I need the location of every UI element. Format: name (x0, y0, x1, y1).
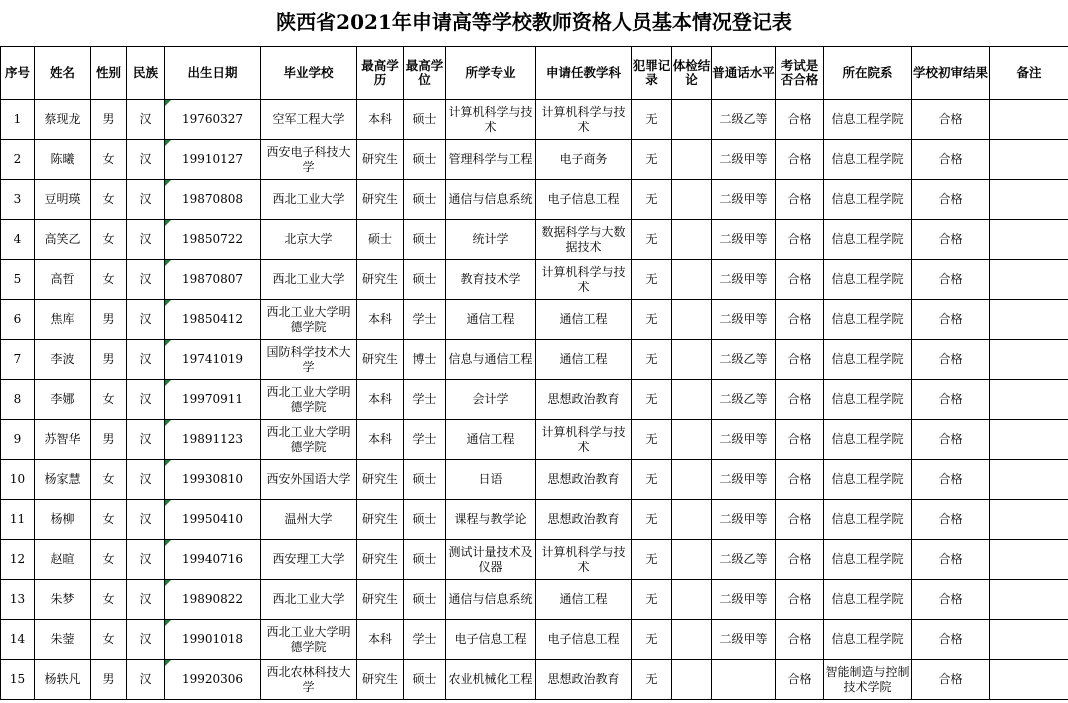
cell-mandarin-level: 二级甲等 (712, 620, 776, 660)
cell-name: 朱蓥 (35, 620, 91, 660)
cell-remarks (990, 140, 1068, 180)
cell-criminal-record: 无 (632, 380, 672, 420)
table-row (1, 300, 1068, 340)
cell-criminal-record: 无 (632, 180, 672, 220)
cell-ethnicity: 汉 (127, 500, 165, 540)
cell-degree: 学士 (404, 380, 446, 420)
cell-ethnicity: 汉 (127, 220, 165, 260)
cell-birthdate: 19741019 (165, 340, 261, 380)
cell-remarks (990, 460, 1068, 500)
cell-major: 电子信息工程 (446, 620, 536, 660)
cell-degree: 博士 (404, 340, 446, 380)
col-header-ethnicity: 民族 (127, 47, 165, 100)
cell-remarks (990, 340, 1068, 380)
cell-gender: 女 (91, 260, 127, 300)
col-header-index: 序号 (1, 47, 35, 100)
cell-health-check (672, 540, 712, 580)
cell-name: 蔡现龙 (35, 100, 91, 140)
cell-health-check (672, 180, 712, 220)
cell-department: 信息工程学院 (824, 340, 912, 380)
cell-mandarin-level: 二级乙等 (712, 340, 776, 380)
cell-health-check (672, 100, 712, 140)
cell-criminal-record: 无 (632, 140, 672, 180)
table-row (1, 100, 1068, 140)
cell-birthdate: 19910127 (165, 140, 261, 180)
table-row (1, 140, 1068, 180)
cell-review-result: 合格 (912, 260, 990, 300)
cell-review-result: 合格 (912, 660, 990, 700)
cell-birthdate: 19850722 (165, 220, 261, 260)
cell-exam-result: 合格 (776, 540, 824, 580)
cell-health-check (672, 660, 712, 700)
cell-subject: 思想政治教育 (536, 500, 632, 540)
table-row (1, 620, 1068, 660)
cell-mandarin-level: 二级甲等 (712, 300, 776, 340)
cell-major: 教育技术学 (446, 260, 536, 300)
cell-mandarin-level (712, 660, 776, 700)
cell-gender: 女 (91, 220, 127, 260)
cell-remarks (990, 620, 1068, 660)
cell-exam-result: 合格 (776, 660, 824, 700)
cell-name: 苏智华 (35, 420, 91, 460)
cell-birthdate: 19850412 (165, 300, 261, 340)
table-row (1, 460, 1068, 500)
cell-education: 研究生 (357, 180, 404, 220)
cell-review-result: 合格 (912, 420, 990, 460)
cell-review-result: 合格 (912, 620, 990, 660)
cell-education: 研究生 (357, 540, 404, 580)
cell-remarks (990, 300, 1068, 340)
cell-subject: 电子信息工程 (536, 180, 632, 220)
cell-health-check (672, 380, 712, 420)
cell-birthdate: 19940716 (165, 540, 261, 580)
cell-school: 西安外国语大学 (261, 460, 357, 500)
cell-major: 测试计量技术及仪器 (446, 540, 536, 580)
cell-health-check (672, 620, 712, 660)
col-header-degree: 最高学位 (404, 47, 446, 100)
cell-health-check (672, 220, 712, 260)
cell-school: 西北工业大学明德学院 (261, 420, 357, 460)
cell-degree: 硕士 (404, 580, 446, 620)
cell-department: 信息工程学院 (824, 540, 912, 580)
cell-exam-result: 合格 (776, 180, 824, 220)
table-row (1, 180, 1068, 220)
cell-subject: 数据科学与大数据技术 (536, 220, 632, 260)
cell-criminal-record: 无 (632, 220, 672, 260)
cell-department: 信息工程学院 (824, 460, 912, 500)
cell-review-result: 合格 (912, 380, 990, 420)
cell-school: 温州大学 (261, 500, 357, 540)
cell-index: 12 (1, 540, 35, 580)
col-header-department: 所在院系 (824, 47, 912, 100)
cell-school: 西安电子科技大学 (261, 140, 357, 180)
cell-gender: 男 (91, 420, 127, 460)
cell-department: 信息工程学院 (824, 260, 912, 300)
cell-name: 豆明瑛 (35, 180, 91, 220)
cell-birthdate: 19891123 (165, 420, 261, 460)
cell-subject: 通信工程 (536, 300, 632, 340)
table-row (1, 220, 1068, 260)
cell-major: 日语 (446, 460, 536, 500)
col-header-health-check: 体检结论 (672, 47, 712, 100)
cell-name: 杨家慧 (35, 460, 91, 500)
cell-exam-result: 合格 (776, 220, 824, 260)
cell-subject: 通信工程 (536, 580, 632, 620)
cell-gender: 女 (91, 580, 127, 620)
cell-ethnicity: 汉 (127, 540, 165, 580)
cell-major: 通信工程 (446, 420, 536, 460)
cell-remarks (990, 180, 1068, 220)
cell-criminal-record: 无 (632, 580, 672, 620)
cell-education: 研究生 (357, 340, 404, 380)
cell-remarks (990, 100, 1068, 140)
cell-school: 西安理工大学 (261, 540, 357, 580)
cell-birthdate: 19970911 (165, 380, 261, 420)
table-body (1, 100, 1068, 700)
cell-subject: 计算机科学与技术 (536, 260, 632, 300)
cell-remarks (990, 420, 1068, 460)
cell-exam-result: 合格 (776, 300, 824, 340)
cell-department: 信息工程学院 (824, 580, 912, 620)
cell-gender: 男 (91, 300, 127, 340)
cell-name: 李娜 (35, 380, 91, 420)
cell-review-result: 合格 (912, 220, 990, 260)
cell-criminal-record: 无 (632, 260, 672, 300)
cell-major: 信息与通信工程 (446, 340, 536, 380)
cell-department: 信息工程学院 (824, 380, 912, 420)
registration-table (0, 46, 1068, 700)
col-header-name: 姓名 (35, 47, 91, 100)
cell-gender: 女 (91, 460, 127, 500)
cell-index: 8 (1, 380, 35, 420)
cell-gender: 女 (91, 540, 127, 580)
cell-degree: 硕士 (404, 180, 446, 220)
cell-major: 管理科学与工程 (446, 140, 536, 180)
cell-education: 本科 (357, 380, 404, 420)
col-header-gender: 性别 (91, 47, 127, 100)
cell-ethnicity: 汉 (127, 180, 165, 220)
table-row (1, 260, 1068, 300)
cell-subject: 思想政治教育 (536, 460, 632, 500)
cell-department: 信息工程学院 (824, 500, 912, 540)
cell-criminal-record: 无 (632, 100, 672, 140)
cell-ethnicity: 汉 (127, 420, 165, 460)
cell-education: 本科 (357, 300, 404, 340)
cell-index: 14 (1, 620, 35, 660)
cell-review-result: 合格 (912, 580, 990, 620)
cell-index: 7 (1, 340, 35, 380)
cell-department: 信息工程学院 (824, 300, 912, 340)
cell-gender: 女 (91, 180, 127, 220)
cell-degree: 硕士 (404, 220, 446, 260)
cell-exam-result: 合格 (776, 420, 824, 460)
cell-ethnicity: 汉 (127, 260, 165, 300)
cell-school: 西北工业大学 (261, 260, 357, 300)
cell-department: 信息工程学院 (824, 420, 912, 460)
cell-index: 6 (1, 300, 35, 340)
cell-education: 本科 (357, 100, 404, 140)
cell-department: 信息工程学院 (824, 220, 912, 260)
cell-major: 统计学 (446, 220, 536, 260)
cell-education: 研究生 (357, 140, 404, 180)
cell-subject: 计算机科学与技术 (536, 100, 632, 140)
col-header-exam-result: 考试是否合格 (776, 47, 824, 100)
cell-department: 信息工程学院 (824, 100, 912, 140)
cell-criminal-record: 无 (632, 340, 672, 380)
cell-index: 2 (1, 140, 35, 180)
cell-name: 高笑乙 (35, 220, 91, 260)
cell-index: 15 (1, 660, 35, 700)
cell-department: 智能制造与控制技术学院 (824, 660, 912, 700)
cell-exam-result: 合格 (776, 380, 824, 420)
cell-education: 硕士 (357, 220, 404, 260)
cell-ethnicity: 汉 (127, 580, 165, 620)
cell-remarks (990, 660, 1068, 700)
cell-subject: 电子信息工程 (536, 620, 632, 660)
cell-name: 陈曦 (35, 140, 91, 180)
cell-health-check (672, 580, 712, 620)
cell-degree: 学士 (404, 420, 446, 460)
cell-review-result: 合格 (912, 500, 990, 540)
cell-criminal-record: 无 (632, 620, 672, 660)
page-title: 陕西省2021年申请高等学校教师资格人员基本情况登记表 (276, 10, 792, 34)
col-header-subject: 申请任教学科 (536, 47, 632, 100)
cell-birthdate: 19870808 (165, 180, 261, 220)
cell-school: 西北工业大学明德学院 (261, 620, 357, 660)
cell-major: 通信与信息系统 (446, 580, 536, 620)
cell-criminal-record: 无 (632, 420, 672, 460)
cell-ethnicity: 汉 (127, 140, 165, 180)
cell-mandarin-level: 二级甲等 (712, 140, 776, 180)
cell-department: 信息工程学院 (824, 620, 912, 660)
cell-ethnicity: 汉 (127, 380, 165, 420)
cell-school: 国防科学技术大学 (261, 340, 357, 380)
col-header-review-result: 学校初审结果 (912, 47, 990, 100)
cell-school: 西北工业大学 (261, 180, 357, 220)
cell-subject: 思想政治教育 (536, 660, 632, 700)
cell-index: 4 (1, 220, 35, 260)
cell-criminal-record: 无 (632, 540, 672, 580)
cell-gender: 女 (91, 140, 127, 180)
col-header-criminal-record: 犯罪记录 (632, 47, 672, 100)
cell-health-check (672, 420, 712, 460)
cell-criminal-record: 无 (632, 460, 672, 500)
cell-degree: 硕士 (404, 540, 446, 580)
cell-gender: 女 (91, 380, 127, 420)
cell-name: 杨轶凡 (35, 660, 91, 700)
cell-review-result: 合格 (912, 140, 990, 180)
cell-mandarin-level: 二级乙等 (712, 380, 776, 420)
cell-gender: 女 (91, 500, 127, 540)
cell-review-result: 合格 (912, 100, 990, 140)
cell-degree: 学士 (404, 620, 446, 660)
cell-review-result: 合格 (912, 460, 990, 500)
cell-mandarin-level: 二级甲等 (712, 420, 776, 460)
cell-name: 高哲 (35, 260, 91, 300)
table-row (1, 380, 1068, 420)
cell-birthdate: 19870807 (165, 260, 261, 300)
cell-mandarin-level: 二级乙等 (712, 100, 776, 140)
cell-remarks (990, 500, 1068, 540)
cell-education: 研究生 (357, 660, 404, 700)
cell-index: 11 (1, 500, 35, 540)
cell-department: 信息工程学院 (824, 140, 912, 180)
cell-remarks (990, 540, 1068, 580)
cell-health-check (672, 340, 712, 380)
cell-index: 13 (1, 580, 35, 620)
header-row (1, 47, 1068, 100)
cell-major: 计算机科学与技术 (446, 100, 536, 140)
cell-review-result: 合格 (912, 300, 990, 340)
cell-major: 通信工程 (446, 300, 536, 340)
cell-mandarin-level: 二级甲等 (712, 460, 776, 500)
cell-degree: 硕士 (404, 460, 446, 500)
cell-degree: 硕士 (404, 660, 446, 700)
col-header-mandarin-level: 普通话水平 (712, 47, 776, 100)
cell-remarks (990, 260, 1068, 300)
cell-health-check (672, 300, 712, 340)
cell-index: 5 (1, 260, 35, 300)
cell-criminal-record: 无 (632, 500, 672, 540)
cell-subject: 计算机科学与技术 (536, 420, 632, 460)
cell-subject: 思想政治教育 (536, 380, 632, 420)
cell-degree: 硕士 (404, 260, 446, 300)
cell-degree: 学士 (404, 300, 446, 340)
cell-subject: 通信工程 (536, 340, 632, 380)
cell-education: 研究生 (357, 580, 404, 620)
cell-birthdate: 19890822 (165, 580, 261, 620)
cell-ethnicity: 汉 (127, 100, 165, 140)
cell-review-result: 合格 (912, 340, 990, 380)
cell-name: 朱梦 (35, 580, 91, 620)
cell-subject: 电子商务 (536, 140, 632, 180)
cell-gender: 男 (91, 100, 127, 140)
cell-exam-result: 合格 (776, 100, 824, 140)
cell-mandarin-level: 二级甲等 (712, 180, 776, 220)
cell-school: 西北工业大学 (261, 580, 357, 620)
cell-name: 李波 (35, 340, 91, 380)
cell-exam-result: 合格 (776, 580, 824, 620)
cell-department: 信息工程学院 (824, 180, 912, 220)
col-header-education: 最高学历 (357, 47, 404, 100)
cell-school: 西北农林科技大学 (261, 660, 357, 700)
cell-birthdate: 19950410 (165, 500, 261, 540)
col-header-birthdate: 出生日期 (165, 47, 261, 100)
cell-remarks (990, 220, 1068, 260)
table-row (1, 540, 1068, 580)
cell-education: 本科 (357, 420, 404, 460)
cell-degree: 硕士 (404, 140, 446, 180)
cell-index: 3 (1, 180, 35, 220)
cell-remarks (990, 380, 1068, 420)
cell-education: 研究生 (357, 260, 404, 300)
cell-exam-result: 合格 (776, 140, 824, 180)
cell-major: 会计学 (446, 380, 536, 420)
cell-school: 北京大学 (261, 220, 357, 260)
cell-criminal-record: 无 (632, 300, 672, 340)
cell-exam-result: 合格 (776, 460, 824, 500)
cell-gender: 男 (91, 660, 127, 700)
cell-degree: 硕士 (404, 100, 446, 140)
cell-school: 西北工业大学明德学院 (261, 380, 357, 420)
cell-subject: 计算机科学与技术 (536, 540, 632, 580)
cell-ethnicity: 汉 (127, 660, 165, 700)
table-row (1, 500, 1068, 540)
cell-criminal-record: 无 (632, 660, 672, 700)
cell-index: 10 (1, 460, 35, 500)
cell-major: 课程与教学论 (446, 500, 536, 540)
cell-ethnicity: 汉 (127, 620, 165, 660)
cell-major: 通信与信息系统 (446, 180, 536, 220)
cell-ethnicity: 汉 (127, 300, 165, 340)
cell-health-check (672, 140, 712, 180)
cell-name: 杨柳 (35, 500, 91, 540)
cell-birthdate: 19901018 (165, 620, 261, 660)
cell-review-result: 合格 (912, 180, 990, 220)
cell-review-result: 合格 (912, 540, 990, 580)
cell-health-check (672, 460, 712, 500)
cell-birthdate: 19930810 (165, 460, 261, 500)
cell-birthdate: 19760327 (165, 100, 261, 140)
cell-school: 空军工程大学 (261, 100, 357, 140)
cell-degree: 硕士 (404, 500, 446, 540)
cell-education: 研究生 (357, 460, 404, 500)
cell-gender: 男 (91, 340, 127, 380)
cell-education: 研究生 (357, 500, 404, 540)
table-row (1, 660, 1068, 700)
cell-gender: 女 (91, 620, 127, 660)
cell-exam-result: 合格 (776, 500, 824, 540)
cell-ethnicity: 汉 (127, 460, 165, 500)
cell-name: 焦库 (35, 300, 91, 340)
cell-index: 1 (1, 100, 35, 140)
table-row (1, 420, 1068, 460)
cell-exam-result: 合格 (776, 620, 824, 660)
cell-mandarin-level: 二级乙等 (712, 540, 776, 580)
cell-remarks (990, 580, 1068, 620)
cell-health-check (672, 500, 712, 540)
cell-school: 西北工业大学明德学院 (261, 300, 357, 340)
col-header-major: 所学专业 (446, 47, 536, 100)
table-row (1, 340, 1068, 380)
table-row (1, 580, 1068, 620)
cell-health-check (672, 260, 712, 300)
cell-mandarin-level: 二级甲等 (712, 580, 776, 620)
cell-exam-result: 合格 (776, 340, 824, 380)
cell-major: 农业机械化工程 (446, 660, 536, 700)
cell-mandarin-level: 二级甲等 (712, 220, 776, 260)
cell-mandarin-level: 二级甲等 (712, 500, 776, 540)
cell-mandarin-level: 二级甲等 (712, 260, 776, 300)
col-header-school: 毕业学校 (261, 47, 357, 100)
col-header-remarks: 备注 (990, 47, 1068, 100)
cell-index: 9 (1, 420, 35, 460)
cell-name: 赵暄 (35, 540, 91, 580)
cell-birthdate: 19920306 (165, 660, 261, 700)
cell-ethnicity: 汉 (127, 340, 165, 380)
cell-exam-result: 合格 (776, 260, 824, 300)
cell-education: 本科 (357, 620, 404, 660)
